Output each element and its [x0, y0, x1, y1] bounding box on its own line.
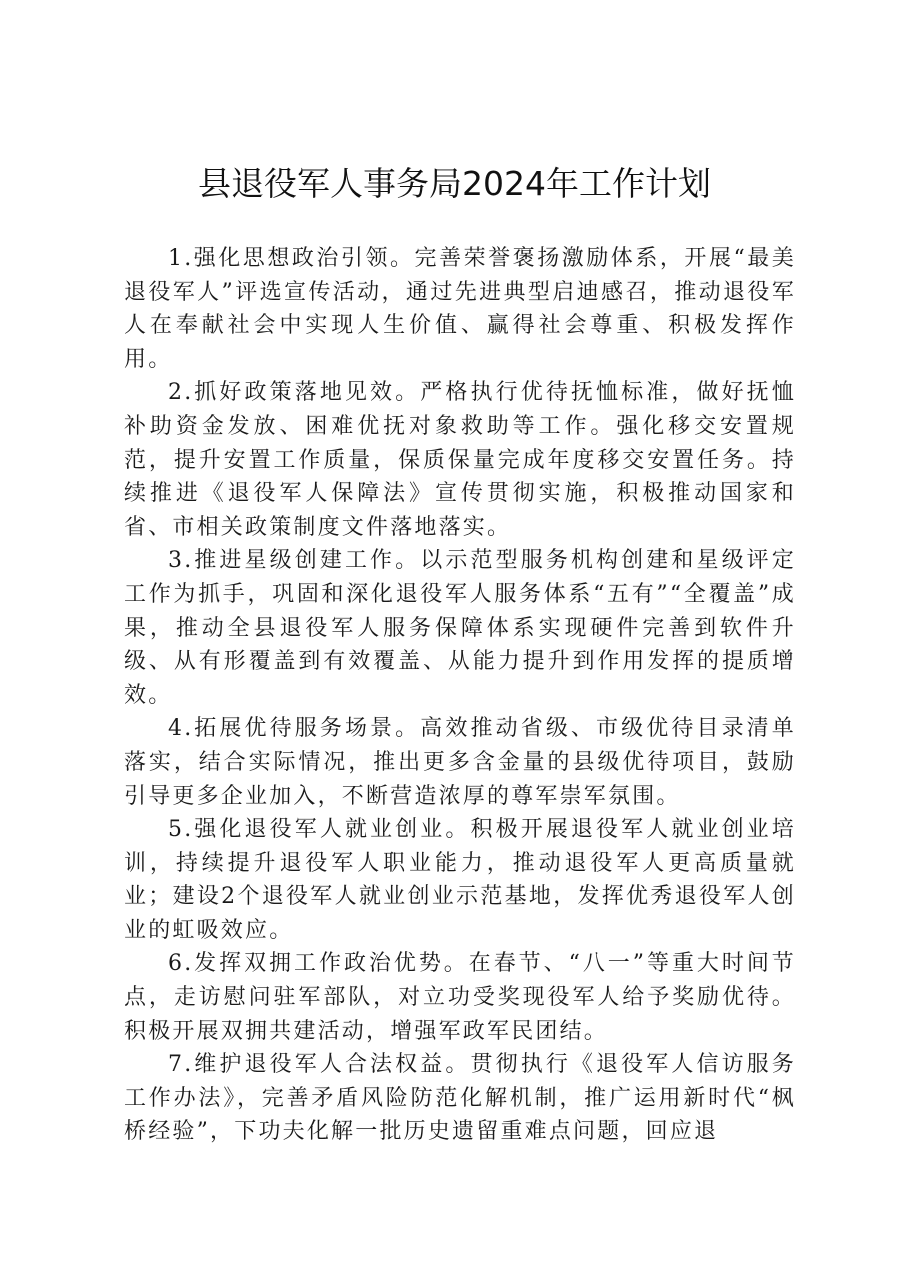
- document-title: 县退役军人事务局2024年工作计划: [198, 164, 711, 203]
- paragraph-1: 1.强化思想政治引领。完善荣誉褒扬激励体系，开展“最美退役军人”评选宣传活动，通过先进典型启迪感召，推动退役军人在奉献社会中实现人生价值、赢得社会尊重、积极发挥作用。: [124, 246, 796, 372]
- paragraph-3: 3.推进星级创建工作。以示范型服务机构创建和星级评定工作为抓手，巩固和深化退役军人服务体系“五有”“全覆盖”成果，推动全县退役军人服务保障体系实现硬件完善到软件升级、从有形覆盖到有效覆盖、从能力提升到作用发挥的提质增效。: [124, 548, 796, 708]
- paragraph-5: 5.强化退役军人就业创业。积极开展退役军人就业创业培训，持续提升退役军人职业能力，推动退役军人更高质量就业；建设2个退役军人就业创业示范基地，发挥优秀退役军人创业的虹吸效应。: [124, 817, 796, 943]
- paragraph-2: 2.抓好政策落地见效。严格执行优待抚恤标准，做好抚恤补助资金发放、困难优抚对象救助等工作。强化移交安置规范，提升安置工作质量，保质保量完成年度移交安置任务。持续推进《退役军人保障法》宣传贯彻实施，积极推动国家和省、市相关政策制度文件落地落实。: [124, 380, 796, 540]
- document-body: [124, 242, 796, 1149]
- paragraph-4: 4.拓展优待服务场景。高效推动省级、市级优待目录清单落实，结合实际情况，推出更多含金量的县级优待项目，鼓励引导更多企业加入，不断营造浓厚的尊军崇军氛围。: [124, 716, 796, 809]
- paragraph-6: 6.发挥双拥工作政治优势。在春节、“八一”等重大时间节点，走访慰问驻军部队，对立功受奖现役军人给予奖励优待。积极开展双拥共建活动，增强军政军民团结。: [124, 951, 796, 1044]
- paragraph-7: 7.维护退役军人合法权益。贯彻执行《退役军人信访服务工作办法》，完善矛盾风险防范化解机制，推广运用新时代“枫桥经验”，下功夫化解一批历史遗留重难点问题，回应退: [124, 1052, 796, 1145]
